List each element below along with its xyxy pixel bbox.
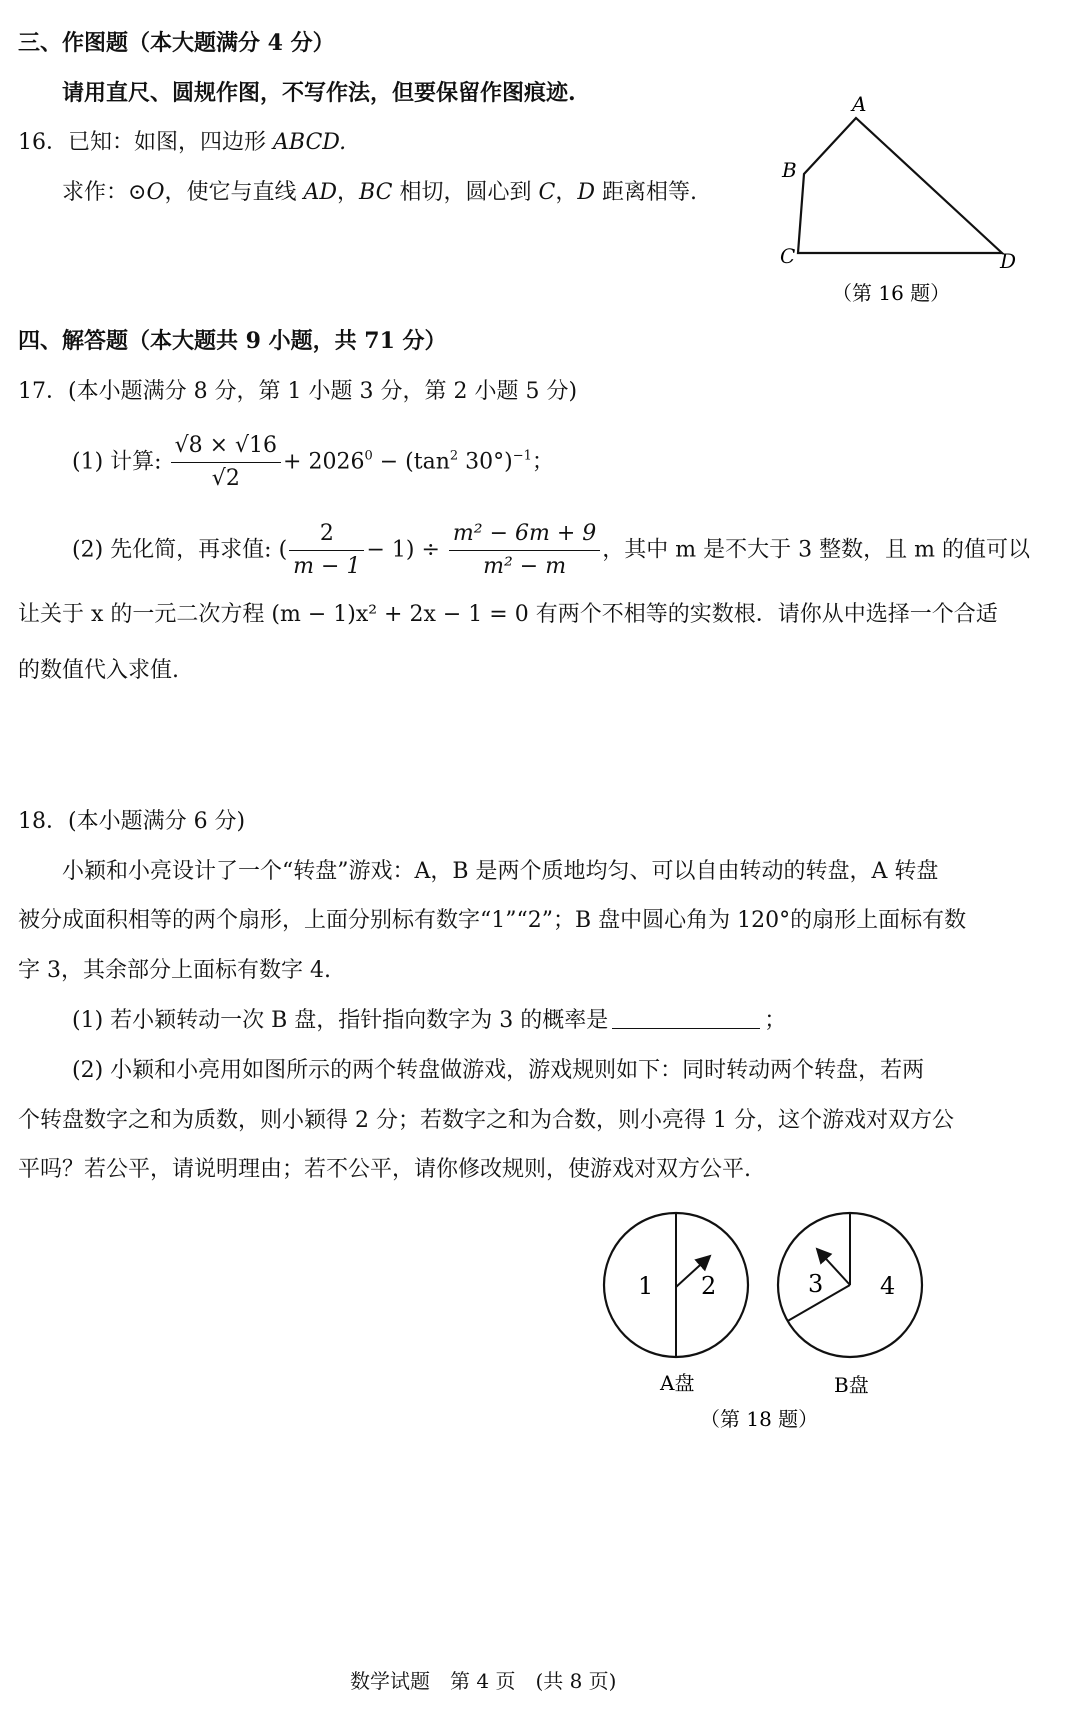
- label-a: A: [852, 92, 867, 116]
- q18-p1-text: (1) 若小颖转动一次 B 盘，指针指向数字为 3 的概率是: [72, 1008, 609, 1033]
- q16-given-text: 已知：如图，四边形: [68, 130, 267, 155]
- q17-p1-exp2: 2: [449, 448, 459, 464]
- q16-req-comma2: ，: [555, 180, 578, 205]
- q18-header: 18．(本小题满分 6 分): [18, 809, 246, 834]
- q17-p1-end: ；: [531, 449, 554, 475]
- label-d: D: [1000, 249, 1017, 273]
- section4-title: 四、解答题（本大题共 9 小题，共 71 分）: [18, 328, 447, 354]
- q17-p1-label: (1) 计算:: [72, 449, 162, 475]
- q17-p2-frac1-num: 2: [289, 518, 364, 551]
- q18-p1-end: ；: [764, 1008, 787, 1033]
- q17-p1-rest: + 2026: [283, 449, 365, 475]
- q17-part1: [72, 430, 554, 495]
- q16-req-ad: AD: [303, 180, 338, 205]
- section3-instruction: 请用直尺、圆规作图，不写作法，但要保留作图痕迹.: [62, 80, 576, 106]
- q16-req-b: ，使它与直线: [164, 180, 297, 205]
- q17-p1-num: √8 × √16: [171, 430, 281, 463]
- q18-p2-line1: (2) 小颖和小亮用如图所示的两个转盘做游戏，游戏规则如下：同时转动两个转盘，若两: [72, 1058, 925, 1083]
- q16-req-o: O: [146, 180, 165, 205]
- q16-req-c: 相切，圆心到: [392, 180, 532, 205]
- spinner-b-number-4: 4: [880, 1272, 896, 1300]
- q17-p2-open: (: [278, 537, 288, 563]
- q17-p2-line2: 让关于 x 的一元二次方程 (m − 1)x² + 2x − 1 = 0 有两个不相等的实数根．请你从中选择一个合适: [18, 602, 998, 627]
- q16-req-cc: C: [538, 180, 556, 205]
- q17-p1-exp0: 0: [364, 448, 373, 464]
- q18-para-line2: 被分成面积相等的两个扇形，上面分别标有数字“1”“2”；B 盘中圆心角为 120°的扇形上面标有数: [18, 908, 967, 933]
- q17-p1-expm1: −1: [512, 448, 532, 464]
- spinner-a: [604, 1213, 748, 1395]
- spinner-a-number-1: 1: [638, 1272, 654, 1300]
- q18-p2-line3: 平吗？若公平，请说明理由；若不公平，请你修改规则，使游戏对双方公平.: [18, 1157, 751, 1182]
- label-c: C: [780, 244, 796, 268]
- label-b: B: [782, 158, 797, 182]
- q17-header: 17．(本小题满分 8 分，第 1 小题 3 分，第 2 小题 5 分): [18, 379, 578, 404]
- q17-p2-frac1-den: m − 1: [293, 554, 361, 579]
- section3-title: 三、作图题（本大题满分 4 分）: [18, 30, 335, 56]
- spinner-b-label: B盘: [834, 1373, 869, 1397]
- q16-caption: （第 16 题）: [832, 281, 951, 305]
- q16-given-var: ABCD.: [273, 130, 347, 155]
- q18-spinners-figure: [600, 1190, 1020, 1440]
- spinner-a-number-2: 2: [701, 1272, 717, 1300]
- q18-caption: （第 18 题）: [700, 1407, 819, 1431]
- spinner-b: [778, 1213, 922, 1397]
- q17-p2-mid: − 1) ÷: [366, 537, 440, 563]
- spinner-a-label: A盘: [660, 1371, 695, 1395]
- q17-p1-den: √2: [211, 466, 240, 491]
- q16-req-dd: D: [577, 180, 595, 205]
- q16-quadrilateral-figure: [760, 90, 1060, 320]
- q16-requirement: [62, 178, 697, 208]
- q17-p2-tail: ，其中 m 是不大于 3 整数，且 m 的值可以: [602, 537, 1030, 563]
- spinner-b-number-3: 3: [808, 1270, 824, 1298]
- quadrilateral-abcd: [798, 118, 1002, 253]
- q17-p1-fraction: [171, 430, 281, 495]
- page-footer: 数学试题 第 4 页 (共 8 页): [350, 1669, 617, 1693]
- q16-given: [18, 128, 346, 158]
- q17-p2-frac2-num: m² − 6m + 9: [449, 518, 600, 551]
- q18-para-line1: 小颖和小亮设计了一个“转盘”游戏：A，B 是两个质地均匀、可以自由转动的转盘，A 转盘: [62, 859, 939, 884]
- q16-number: 16．: [18, 130, 68, 155]
- q16-req-d: 距离相等.: [594, 180, 697, 205]
- q17-p2-fraction2: [449, 518, 600, 583]
- q16-req-comma: ，: [337, 180, 360, 205]
- q17-part2: [72, 518, 1030, 583]
- q16-req-a: 求作：⊙: [62, 180, 147, 205]
- q18-para-line3: 字 3，其余部分上面标有数字 4.: [18, 958, 331, 983]
- q17-p2-label: (2) 先化简，再求值:: [72, 537, 272, 563]
- q17-p2-line3: 的数值代入求值.: [18, 658, 179, 683]
- q18-answer-blank[interactable]: [612, 1006, 760, 1029]
- q16-req-bc: BC: [359, 180, 393, 205]
- q17-p2-fraction1: [289, 518, 364, 583]
- q17-p2-frac2-den: m² − m: [483, 554, 567, 579]
- q18-part1: [72, 1006, 786, 1036]
- q18-p2-line2: 个转盘数字之和为质数，则小颖得 2 分；若数字之和为合数，则小亮得 1 分，这个游戏对双方公: [18, 1108, 954, 1133]
- q17-p1-rest2: − (tan: [372, 449, 450, 475]
- q17-p1-rest3: 30°): [458, 449, 513, 475]
